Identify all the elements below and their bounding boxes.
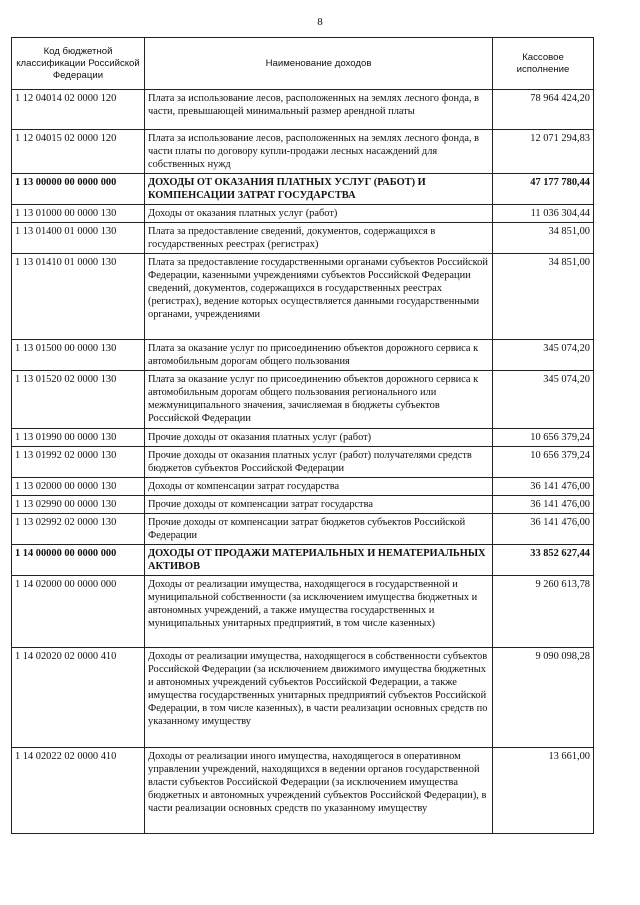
row-name: Плата за использование лесов, расположенных на землях лесного фонда, в части, превышающей минимальный размер арендной платы <box>145 90 493 130</box>
row-name: Доходы от оказания платных услуг (работ) <box>145 205 493 223</box>
row-code: 1 13 00000 00 0000 000 <box>12 174 145 205</box>
row-amount: 345 074,20 <box>493 371 594 429</box>
table-row <box>12 545 594 576</box>
row-amount: 33 852 627,44 <box>493 545 594 576</box>
row-code: 1 13 01000 00 0000 130 <box>12 205 145 223</box>
row-code: 1 13 02990 00 0000 130 <box>12 496 145 514</box>
row-name: Доходы от реализации имущества, находящегося в государственной и муниципальной собственности (за исключением имущества бюджетных и автономных учреждений, а также имущества государственных и муниципальных унитарных предприятий, в том числе казенных) <box>145 576 493 648</box>
row-name: Плата за предоставление государственными органами субъектов Российской Федерации, казенными учреждениями субъектов Российской Федерации сведений, документов, содержащихся в государственных реестрах (регистрах), ведение которых осуществляется данными государственными органами, учреждениями <box>145 254 493 340</box>
row-code: 1 13 02000 00 0000 130 <box>12 478 145 496</box>
table-row <box>12 429 594 447</box>
row-amount: 13 661,00 <box>493 748 594 834</box>
row-code: 1 13 01520 02 0000 130 <box>12 371 145 429</box>
table-row <box>12 223 594 254</box>
table-row <box>12 478 594 496</box>
table-row <box>12 340 594 371</box>
row-amount: 34 851,00 <box>493 223 594 254</box>
row-amount: 36 141 476,00 <box>493 496 594 514</box>
row-name: Прочие доходы от оказания платных услуг (работ) <box>145 429 493 447</box>
row-name: Доходы от реализации имущества, находящегося в собственности субъектов Российской Федерации (за исключением движимого имущества бюджетных и автономных учреждений субъектов Российской Федерации, а также имущества государственных унитарных предприятий субъектов Российской Федерации, в том числе казенных), в части реализации основных средств по указанному имуществу <box>145 648 493 748</box>
table-row <box>12 205 594 223</box>
row-name: Доходы от компенсации затрат государства <box>145 478 493 496</box>
row-amount: 36 141 476,00 <box>493 478 594 496</box>
row-code: 1 13 01500 00 0000 130 <box>12 340 145 371</box>
table-row <box>12 174 594 205</box>
row-code: 1 14 02022 02 0000 410 <box>12 748 145 834</box>
row-amount: 9 090 098,28 <box>493 648 594 748</box>
row-name: Плата за оказание услуг по присоединению объектов дорожного сервиса к автомобильным дорогам общего пользования регионального или межмуниципального значения, зачисляемая в бюджеты субъектов Российской Федерации <box>145 371 493 429</box>
row-amount: 11 036 304,44 <box>493 205 594 223</box>
header-code: Код бюджетной классификации Российской Федерации <box>12 38 145 90</box>
row-amount: 12 071 294,83 <box>493 130 594 174</box>
revenue-table <box>11 37 594 834</box>
row-name: Плата за использование лесов, расположенных на землях лесного фонда, в части платы по договору купли-продажи лесных насаждений для собственных нужд <box>145 130 493 174</box>
row-amount: 345 074,20 <box>493 340 594 371</box>
row-amount: 78 964 424,20 <box>493 90 594 130</box>
row-name: Плата за оказание услуг по присоединению объектов дорожного сервиса к автомобильным дорогам общего пользования <box>145 340 493 371</box>
page-number: 8 <box>317 16 323 28</box>
table-header-row <box>12 38 594 90</box>
table-row <box>12 514 594 545</box>
table-row <box>12 496 594 514</box>
row-code: 1 12 04015 02 0000 120 <box>12 130 145 174</box>
table-row <box>12 90 594 130</box>
row-code: 1 13 01990 00 0000 130 <box>12 429 145 447</box>
row-code: 1 13 01992 02 0000 130 <box>12 447 145 478</box>
row-amount: 10 656 379,24 <box>493 447 594 478</box>
row-amount: 47 177 780,44 <box>493 174 594 205</box>
table-row <box>12 576 594 648</box>
table-row <box>12 447 594 478</box>
row-code: 1 13 02992 02 0000 130 <box>12 514 145 545</box>
row-code: 1 14 00000 00 0000 000 <box>12 545 145 576</box>
row-name: Прочие доходы от оказания платных услуг (работ) получателями средств бюджетов субъектов Российской Федерации <box>145 447 493 478</box>
row-code: 1 12 04014 02 0000 120 <box>12 90 145 130</box>
table-row <box>12 130 594 174</box>
row-amount: 36 141 476,00 <box>493 514 594 545</box>
row-code: 1 13 01400 01 0000 130 <box>12 223 145 254</box>
row-name: Плата за предоставление сведений, документов, содержащихся в государственных реестрах (регистрах) <box>145 223 493 254</box>
row-amount: 9 260 613,78 <box>493 576 594 648</box>
table-row <box>12 648 594 748</box>
row-name: Прочие доходы от компенсации затрат государства <box>145 496 493 514</box>
table-row <box>12 254 594 340</box>
row-name: ДОХОДЫ ОТ ПРОДАЖИ МАТЕРИАЛЬНЫХ И НЕМАТЕРИАЛЬНЫХ АКТИВОВ <box>145 545 493 576</box>
row-code: 1 14 02020 02 0000 410 <box>12 648 145 748</box>
table-row <box>12 371 594 429</box>
row-code: 1 14 02000 00 0000 000 <box>12 576 145 648</box>
row-name: Доходы от реализации иного имущества, находящегося в оперативном управлении учреждений, находящихся в ведении органов государственной власти субъектов Российской Федерации (за исключением имущества бюджетных и автономных учреждений субъектов Российской Федерации), в части реализации основных средств по указанному имуществу <box>145 748 493 834</box>
row-code: 1 13 01410 01 0000 130 <box>12 254 145 340</box>
row-name: ДОХОДЫ ОТ ОКАЗАНИЯ ПЛАТНЫХ УСЛУГ (РАБОТ) И КОМПЕНСАЦИИ ЗАТРАТ ГОСУДАРСТВА <box>145 174 493 205</box>
row-amount: 34 851,00 <box>493 254 594 340</box>
header-name: Наименование доходов <box>145 38 493 90</box>
row-name: Прочие доходы от компенсации затрат бюджетов субъектов Российской Федерации <box>145 514 493 545</box>
header-amount: Кассовое исполнение <box>493 38 594 90</box>
table-row <box>12 748 594 834</box>
row-amount: 10 656 379,24 <box>493 429 594 447</box>
